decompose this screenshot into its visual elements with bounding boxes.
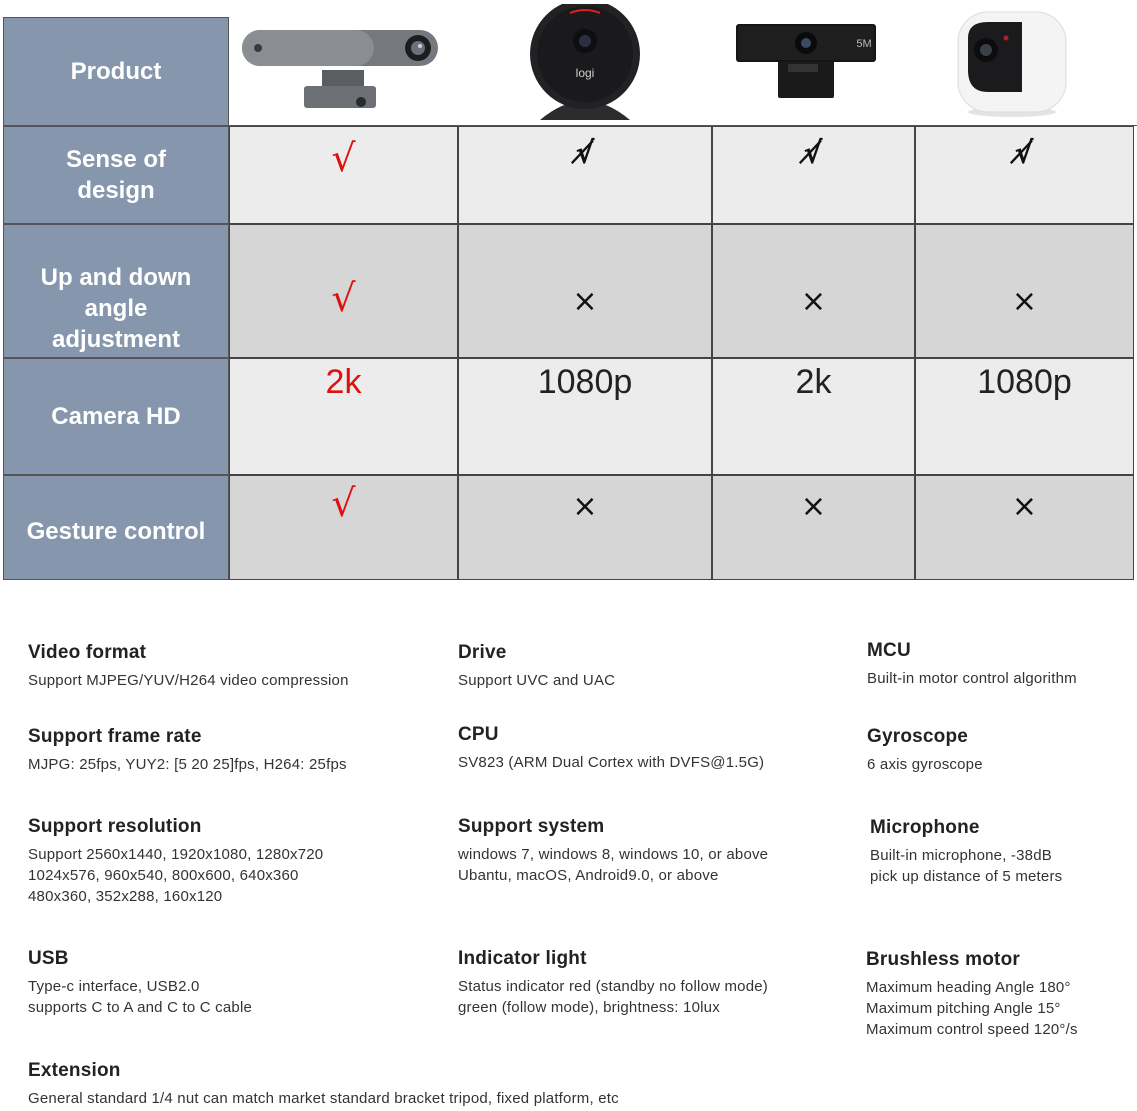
resolution-value: 1080p [977, 363, 1072, 401]
spec-title: Support system [458, 816, 605, 837]
cell-design-2 [458, 126, 712, 224]
partial-check-icon: √̸ [803, 136, 823, 171]
gimbal-webcam-icon [240, 22, 440, 112]
spec-desc: General standard 1/4 nut can match market standard bracket tripod, fixed platform, etc [28, 1090, 619, 1107]
spec-title: Support resolution [28, 816, 202, 837]
cell-angle-2 [458, 224, 712, 358]
row-header-label: Up and down angle adjustment [40, 263, 192, 353]
spec-title: CPU [458, 724, 499, 745]
cross-icon: × [1011, 489, 1038, 524]
spec-title: Drive [458, 642, 507, 663]
spec-desc: windows 7, windows 8, windows 10, or above Ubantu, macOS, Android9.0, or above [458, 846, 769, 884]
spec-desc: Maximum heading Angle 180° Maximum pitching Angle 15° Maximum control speed 120°/s [866, 979, 1078, 1038]
arlo-camera-icon [952, 8, 1072, 118]
cell-angle-3 [712, 224, 915, 358]
spec-desc: 6 axis gyroscope [867, 756, 983, 773]
spec-desc: Status indicator red (standby no follow mode) green (follow mode), brightness: 10lux [458, 978, 768, 1016]
check-icon: √ [331, 276, 356, 320]
spec-desc: SV823 (ARM Dual Cortex with DVFS@1.5G) [458, 754, 765, 771]
spec-usb [28, 948, 252, 1018]
spec-frame-rate [28, 726, 347, 775]
partial-check-icon: √̸ [575, 136, 595, 171]
row-header-label: Camera HD [51, 403, 181, 430]
spec-title: Extension [28, 1060, 121, 1081]
check-icon: √ [331, 136, 356, 180]
logi-brand-text: logi [575, 66, 595, 80]
spec-desc: Support 2560x1440, 1920x1080, 1280x720 1024x576, 960x540, 800x600, 640x360 480x360, 352x288, 160x120 [28, 846, 324, 905]
spec-mcu [867, 640, 1077, 689]
spec-video-format [28, 642, 349, 691]
spec-desc: Built-in microphone, -38dB pick up distance of 5 meters [870, 847, 1063, 885]
cross-icon: × [572, 489, 598, 524]
spec-title: Microphone [870, 817, 980, 838]
cell-angle-4 [915, 224, 1134, 358]
spec-title: USB [28, 948, 69, 969]
cell-gesture-3 [712, 475, 915, 580]
resolution-value: 1080p [537, 363, 633, 401]
spec-resolution [28, 816, 323, 907]
resolution-value: 2k [325, 363, 362, 401]
cell-hd-2 [458, 358, 712, 475]
spec-desc: Support UVC and UAC [458, 672, 616, 689]
cross-icon: × [1011, 284, 1038, 319]
spec-title: Support frame rate [28, 726, 202, 747]
spec-desc: Built-in motor control algorithm [867, 670, 1077, 687]
row-header-gesture [3, 475, 229, 580]
spec-desc: Type-c interface, USB2.0 supports C to A and C to C cable [28, 978, 253, 1016]
5m-webcam-icon [734, 20, 878, 100]
row-header-camera-hd [3, 358, 229, 475]
cross-icon: × [800, 489, 827, 524]
cell-angle-1 [229, 224, 458, 358]
row-header-label: Sense of design [65, 146, 167, 204]
row-header-label: Gesture control [26, 518, 206, 545]
spec-microphone [870, 817, 1062, 887]
cross-icon: × [800, 284, 827, 319]
cell-gesture-2 [458, 475, 712, 580]
resolution-value: 2k [795, 363, 832, 401]
row-header-design [3, 126, 229, 224]
cell-hd-3 [712, 358, 915, 475]
partial-check-icon: √̸ [1014, 136, 1034, 171]
cross-icon: × [572, 284, 598, 319]
spec-cpu [458, 724, 764, 773]
spec-desc: MJPG: 25fps, YUY2: [5 20 25]fps, H264: 25fps [28, 756, 347, 773]
spec-extension [28, 1060, 619, 1109]
cell-design-3 [712, 126, 915, 224]
cell-design-4 [915, 126, 1134, 224]
5m-badge-text: 5M [856, 38, 872, 50]
spec-brushless-motor [866, 949, 1078, 1040]
cell-hd-4 [915, 358, 1134, 475]
row-header-angle [3, 224, 229, 358]
spec-drive [458, 642, 615, 691]
cell-design-1 [229, 126, 458, 224]
spec-indicator-light [458, 948, 768, 1018]
spec-title: Video format [28, 642, 147, 663]
row-header-label: Product [70, 58, 162, 85]
cell-hd-1 [229, 358, 458, 475]
spec-title: Brushless motor [866, 949, 1020, 970]
spec-desc: Support MJPEG/YUV/H264 video compression [28, 672, 349, 689]
logi-dome-camera-icon [526, 4, 644, 120]
cell-gesture-1 [229, 475, 458, 580]
spec-title: MCU [867, 640, 911, 661]
spec-title: Indicator light [458, 948, 587, 969]
check-icon: √ [331, 481, 356, 525]
row-header-product [3, 17, 229, 126]
cell-gesture-4 [915, 475, 1134, 580]
spec-gyroscope [867, 726, 983, 775]
spec-system [458, 816, 768, 886]
spec-title: Gyroscope [867, 726, 969, 747]
